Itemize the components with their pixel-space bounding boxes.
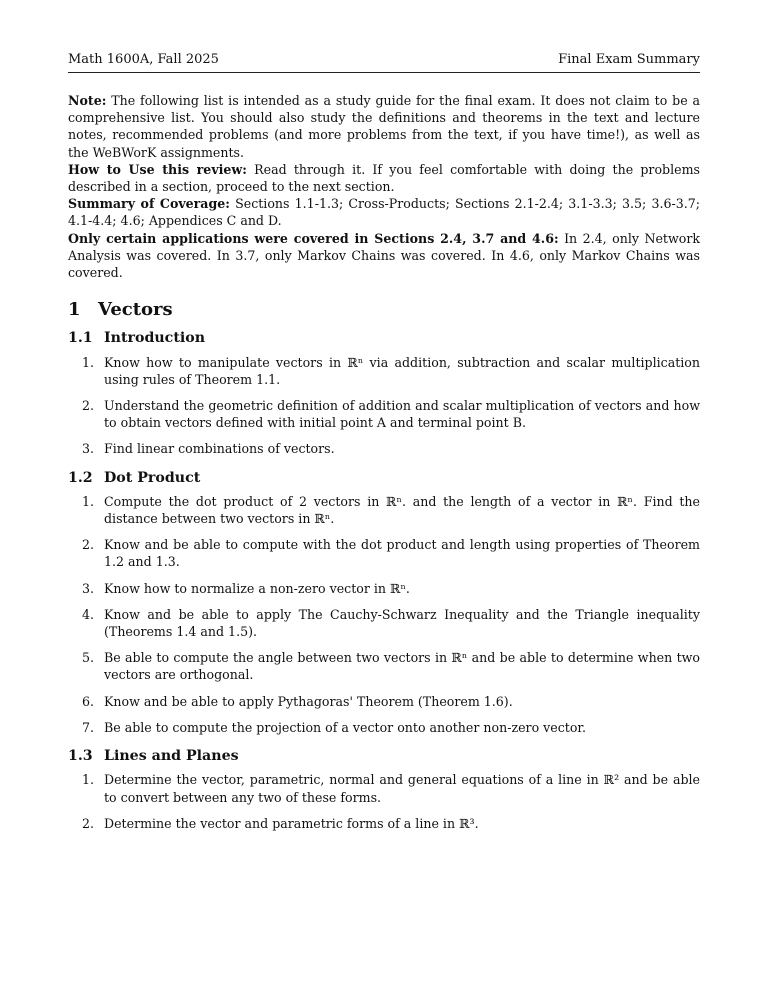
list-item: 7. Be able to compute the projection of a vector onto another non-zero vector. [82, 719, 587, 735]
intro-note-label: Note: [68, 93, 107, 108]
list-item: 2. Know and be able to compute with the dot product and length using properties of Theorem 1.2 and 1.3. [82, 537, 700, 570]
intro-applications [68, 230, 700, 282]
document-body [68, 92, 700, 841]
section-number: 1 [68, 299, 81, 321]
item-list [68, 354, 700, 458]
intro-applications-label: Only certain applications were covered in Sections 2.4, 3.7 and 4.6: [68, 230, 559, 246]
list-item: 6. Know and be able to apply Pythagoras' Theorem (Theorem 1.6). [82, 693, 513, 709]
list-item: 3. Know how to normalize a non-zero vector in ℝⁿ. [82, 580, 410, 596]
subsection-title: Introduction [104, 330, 206, 347]
list-item: 2. Determine the vector and parametric forms of a line in ℝ³. [82, 815, 479, 831]
subsection-title: Lines and Planes [104, 748, 239, 765]
section-heading [68, 299, 700, 321]
list-item: 1. Know how to manipulate vectors in ℝⁿ via addition, subtraction and scalar multiplication using rules of Theorem 1.1. [82, 354, 700, 387]
intro-how-to-label: How to Use this review: [68, 161, 247, 177]
header-course: Math 1600A, Fall 2025 [68, 52, 219, 67]
list-item: 1. Determine the vector, parametric, normal and general equations of a line in ℝ² and be able to convert between any two of these forms. [82, 772, 700, 805]
subsection-heading [68, 748, 700, 765]
subsection-title: Dot Product [104, 469, 201, 486]
intro-coverage [68, 195, 700, 229]
item-list [68, 771, 700, 832]
subsection-number: 1.2 [68, 469, 93, 486]
intro-note-text: The following list is intended as a study guide for the final exam. It does not claim to be a comprehensive list. You should also study the definitions and theorems in the text and lecture notes, recommended problems (and more problems from the text, if you have time!), as well as the WeBWorK assignments. [68, 93, 700, 160]
intro-coverage-label: Summary of Coverage: [68, 196, 230, 212]
section-title: Vectors [98, 299, 173, 321]
intro-how-to [68, 161, 700, 195]
subsection-heading [68, 470, 700, 487]
subsection-number: 1.3 [68, 748, 93, 765]
intro-how-to-text: Read through it. If you feel comfortable with doing the problems described in a section, proceed to the next section. [68, 161, 700, 195]
subsection-number: 1.1 [68, 330, 93, 347]
header-title: Final Exam Summary [558, 52, 700, 67]
page-header [68, 52, 700, 73]
item-list [68, 493, 700, 736]
subsection-heading [68, 330, 700, 347]
intro-applications-text: In 2.4, only Network Analysis was covered. In 3.7, only Markov Chains was covered. In 4.6, only Markov Chains was covered. [68, 230, 700, 281]
list-item: 5. Be able to compute the angle between two vectors in ℝⁿ and be able to determine when two vectors are orthogonal. [82, 650, 700, 683]
intro-coverage-text: Sections 1.1-1.3; Cross-Products; Sections 2.1-2.4; 3.1-3.3; 3.5; 3.6-3.7; 4.1-4.4; 4.6; Appendices C and D. [68, 196, 701, 229]
list-item: 1. Compute the dot product of 2 vectors in ℝⁿ. and the length of a vector in ℝⁿ. Find the distance between two vectors in ℝⁿ. [82, 493, 700, 527]
list-item: 2. Understand the geometric definition of addition and scalar multiplication of vectors and how to obtain vectors defined with initial point A and terminal point B. [82, 398, 700, 431]
list-item: 4. Know and be able to apply The Cauchy-Schwarz Inequality and the Triangle inequality (Theorems 1.4 and 1.5). [82, 606, 700, 640]
intro-note [68, 92, 700, 161]
list-item: 3. Find linear combinations of vectors. [82, 441, 335, 457]
